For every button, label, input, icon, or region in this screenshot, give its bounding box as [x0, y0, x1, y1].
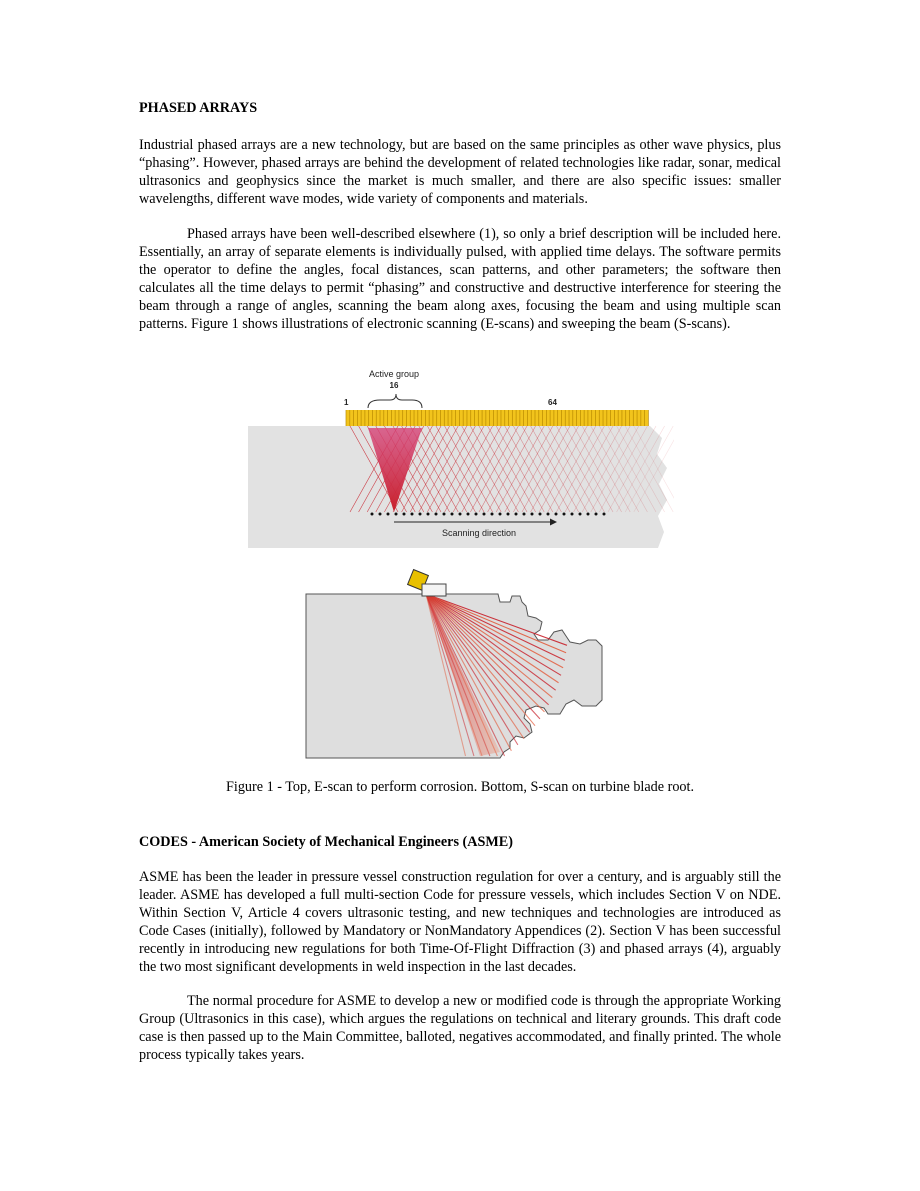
- active-group-count: 16: [389, 381, 399, 390]
- paragraph-description: Phased arrays have been well-described elsewhere (1), so only a brief description will be included here. Essentially, an array of separate elements is individually pulsed, with applied time delays. The software permits the operator to define the angles, focal distances, scan patterns, and other parameters; the software then calculates all the time delays to permit “phasing” and constructive and destructive interference for steering the beam through a range of angles, scanning the beam along axes, focusing the beam and using multiple scan patterns. Figure 1 shows illustrations of electronic scanning (E-scans) and sweeping the beam (S-scans).: [139, 226, 781, 332]
- section-heading-asme: CODES - American Society of Mechanical Engineers (ASME): [139, 834, 513, 850]
- first-element-label: 1: [344, 398, 349, 407]
- last-element-label: 64: [548, 398, 557, 407]
- transducer-elements: [346, 410, 648, 426]
- figure-caption: Figure 1 - Top, E-scan to perform corrosion. Bottom, S-scan on turbine blade root.: [225, 779, 695, 795]
- escan-figure: [246, 366, 674, 552]
- scanning-direction-label: Scanning direction: [441, 528, 517, 538]
- paragraph-intro: Industrial phased arrays are a new technology, but are based on the same principles as other wave physics, plus “phasing”. However, phased arrays are behind the development of related technologies like radar, sonar, medical ultrasonics and geophysics since the market is much smaller, and there are also specific issues: smaller wavelengths, different wave modes, wide variety of components and materials.: [139, 137, 781, 207]
- paragraph-asme-procedure: The normal procedure for ASME to develop a new or modified code is through the appropriate Working Group (Ultrasonics in this case), which argues the regulations on technical and literary grounds. This draft code case is then passed up to the Main Committee, balloted, negatives accommodated, and finally printed. The whole process typically takes years.: [139, 993, 781, 1063]
- probe-housing: [422, 584, 446, 596]
- active-group-brace: [368, 394, 422, 408]
- paragraph-asme-overview: ASME has been the leader in pressure vessel construction regulation for over a century, and is arguably still the leader. ASME has developed a full multi-section Code for pressure vessels, which includes Section V on NDE. Within Section V, Article 4 covers ultrasonic testing, and new techniques and technologies are introduced as Code Cases (initially), followed by Mandatory or NonMandatory Appendices (2). Section V has been successful recently in introducing new regulations for both Time-Of-Flight Diffraction (3) and phased arrays (4), arguably the two most significant developments in weld inspection in the last decades.: [139, 869, 781, 975]
- active-group-label: Active group: [368, 369, 420, 379]
- sscan-figure: [304, 566, 606, 760]
- section-heading-phased-arrays: PHASED ARRAYS: [139, 100, 258, 116]
